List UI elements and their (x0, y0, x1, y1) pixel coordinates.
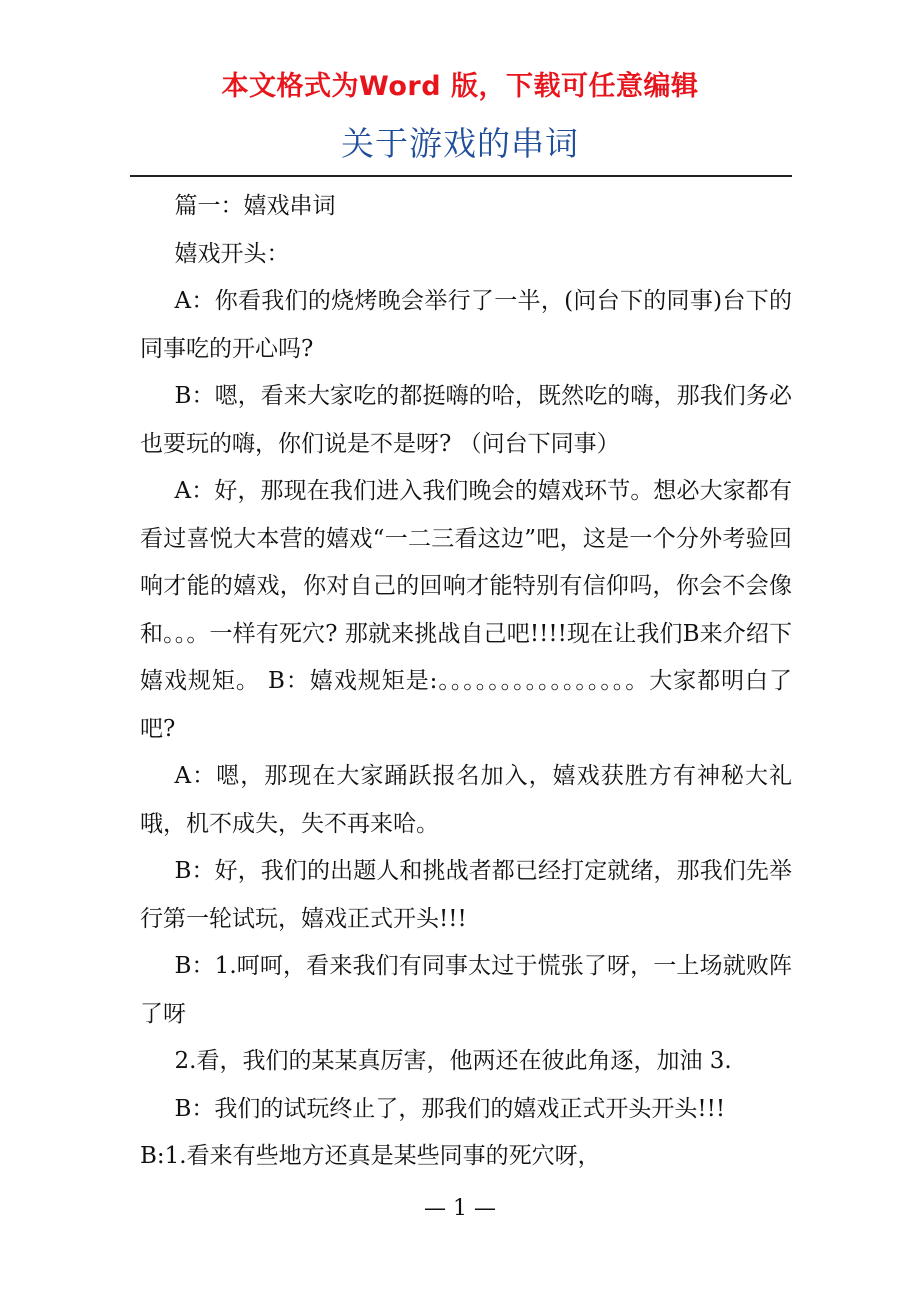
paragraph-8: B：1.呵呵，看来我们有同事太过于慌张了呀，一上场就败阵了呀 (140, 953, 792, 1027)
banner-text-1: 本文格式为 (221, 71, 360, 102)
paragraph-7: B：好，我们的出题人和挑战者都已经打定就绪，那我们先举行第一轮试玩，嬉戏正式开头!!! (140, 858, 792, 932)
paragraph-3: A：你看我们的烧烤晚会举行了一半，(问台下的同事)台下的同事吃的开心吗? (140, 288, 792, 362)
title-divider (130, 175, 792, 177)
document-title: 关于游戏的串词 (341, 124, 579, 163)
document-body (140, 183, 792, 1181)
paragraph-10: B：我们的试玩终止了，那我们的嬉戏正式开头开头!!! (174, 1095, 726, 1122)
page-number: — 1 — (424, 1196, 496, 1221)
paragraph-1: 篇一：嬉戏串词 (174, 193, 336, 219)
download-banner (0, 64, 920, 103)
paragraph-11: B:1.看来有些地方还真是某些同事的死穴呀， (140, 1143, 601, 1169)
paragraph-4: B：嗯，看来大家吃的都挺嗨的哈，既然吃的嗨，那我们务必也要玩的嗨，你们说是不是呀? （问台下同事） (140, 383, 792, 457)
paragraph-5: A：好，那现在我们进入我们晚会的嬉戏环节。想必大家都有看过喜悦大本营的嬉戏“一二三看这边”吧，这是一个分外考验回响才能的嬉戏，你对自己的回响才能特别有信仰吗，你会不会像和。。。一样有死穴? 那就来挑战自己吧!!!!现在让我们B来介绍下嬉戏规矩。 B：嬉戏规矩是:。。。。。。。。。。。。。。。。大家都明白了吧? (140, 478, 792, 742)
paragraph-9: 2.看，我们的某某真厉害，他两还在彼此角逐，加油 3. (174, 1048, 732, 1074)
paragraph-6: A：嗯，那现在大家踊跃报名加入，嬉戏获胜方有神秘大礼哦，机不成失，失不再来哈。 (140, 763, 792, 837)
paragraph-2: 嬉戏开头： (174, 240, 290, 267)
banner-text-word: Word (359, 71, 442, 102)
banner-text-2: 版，下载可任意编辑 (441, 71, 699, 102)
